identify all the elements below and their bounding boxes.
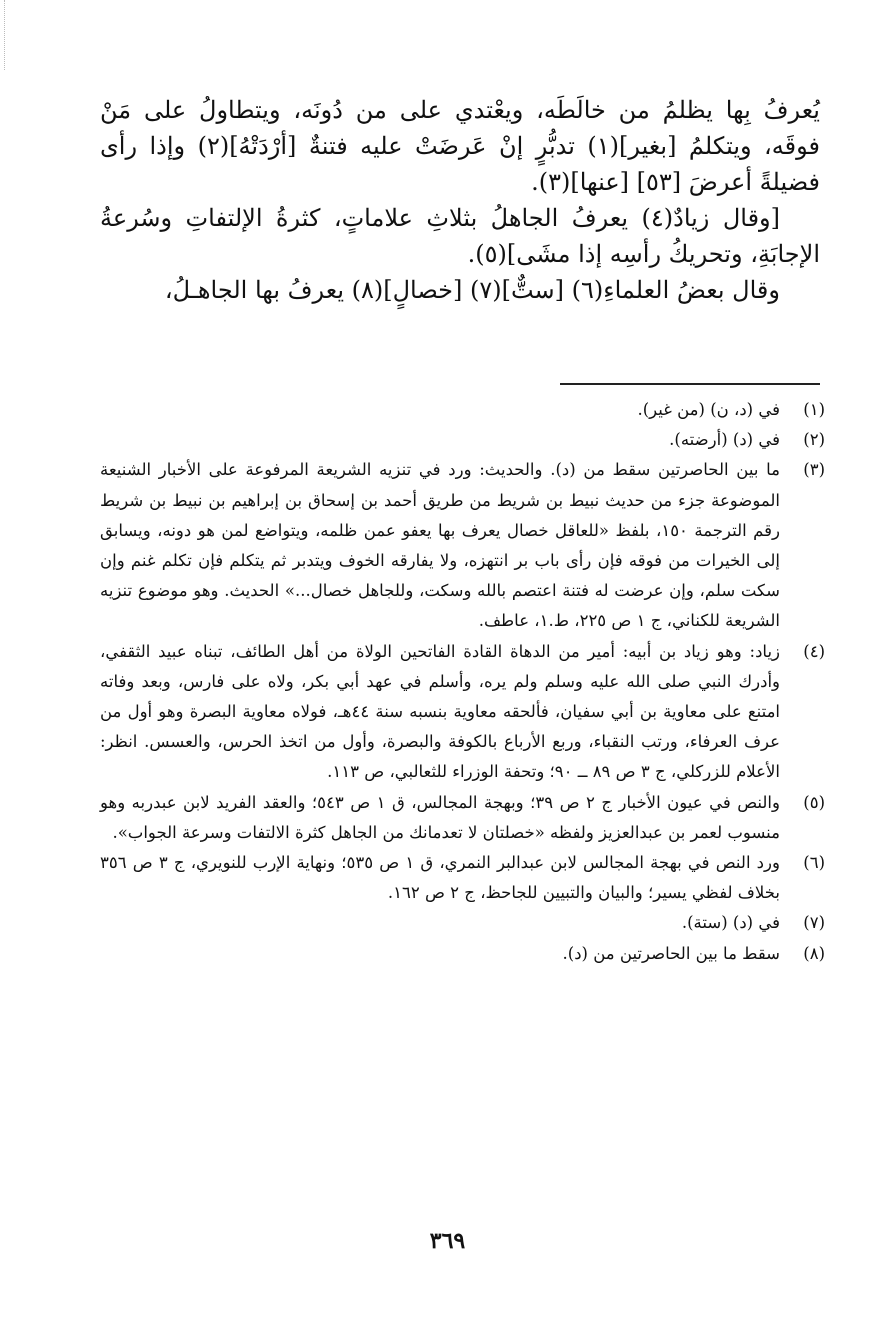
paragraph-2: [وقال زيادٌ(٤) يعرفُ الجاهلُ بثلاثِ علاماتٍ، كثرةُ الإلتفاتِ وسُرعةُ الإجابَةِ، وتحريكُ رأسِه إذا مشَى](٥). [100,204,820,268]
footnote-number: (٥) [803,792,825,812]
footnote-number: (٧) [803,913,825,933]
footnote-3 [100,455,825,636]
footnote-2 [100,425,825,455]
footnote-8 [100,939,825,969]
page-number: ٣٦٩ [429,1228,466,1254]
footnote-text: في (د) (ستة). [681,913,780,933]
main-text [100,92,820,308]
paragraph-1: يُعرفُ بِها يظلمُ من خالَطَه، ويعْتدي على من دُونَه، ويتطاولُ على مَنْ فوقَه، ويتكلمُ [بغير](١) تدبُّرٍ إنْ عَرضَتْ عليه فتنةٌ [أرْدَتْهُ](٢) وإذا رأى فضيلةً أعرضَ [٥٣] [عنها](٣). [100,96,820,196]
footnote-text: والنص في عيون الأخبار ج ٢ ص ٣٩؛ وبهجة المجالس، ق ١ ص ٥٤٣؛ والعقد الفريد لابن عبدربه وهو منسوب لعمر بن عبدالعزيز ولفظه «خصلتان لا تعدمانك من الجاهل كثرة الالتفات وسرعة الجواب». [100,792,780,842]
footnote-number: (٢) [803,430,825,450]
footnote-text: زياد: وهو زياد بن أبيه: أمير من الدهاة القادة الفاتحين الولاة من أهل الطائف، تبناه عبيد الثقفي، وأدرك النبي صلى الله عليه وسلم ولم يره، وأسلم في عهد أبي بكر، ولاه على فارس، وبعد وفاته امتنع على معاوية بن أبي سفيان، فألحقه معاوية بنسبه سنة ٤٤هـ، فولاه معاوية البصرة وهو أول من عرف العرفاء، ورتب النقباء، وربع الأرباع بالكوفة والبصرة، وأول من اتخذ الحرس، والعسس. انظر: الأعلام للزركلي، ج ٣ ص ٨٩ ــ ٩٠؛ وتحفة الوزراء للثعالبي، ص ١١٣. [100,641,781,782]
footnote-5 [100,788,825,848]
footnote-number: (١) [803,400,825,419]
footnotes [100,395,825,969]
footnote-7 [100,908,825,938]
footnote-number: (٨) [803,943,825,963]
footnote-number: (٦) [803,853,825,873]
footnote-text: في (د، ن) (من غير). [637,400,780,419]
footnote-1 [100,395,825,425]
footnote-text: في (د) (أرضته). [669,430,780,450]
footnote-text: ما بين الحاصرتين سقط من (د). والحديث: ورد في تنزيه الشريعة المرفوعة على الأخبار الشنيعة الموضوعة جزء من حديث نبيط بن شريط من طريق أحمد بن إسحاق بن إبراهيم بن نبيط بن شريط رقم الترجمة ١٥٠، بلفظ «للعاقل خصال يعرف بها يعفو عمن ظلمه، ويتواضع لمن هو دونه، ويسابق إلى الخيرات من فوقه فإن رأى باب بر انتهزه، ولا يفارقه الخوف ويتدبر ثم يتكلم فإن تكلم غنم وإن سكت سلم، وإن عرضت له فتنة اعتصم بالله وسكت، وللجاهل خصال...» الحديث. وهو موضوع تنزيه الشريعة للكناني، ج ١ ص ٢٢٥، ط.١، عاطف. [100,460,781,631]
footnote-number: (٣) [803,460,825,480]
footnote-number: (٤) [803,641,825,661]
footnote-separator [560,383,820,385]
footnote-4 [100,637,825,788]
footnote-text: ورد النص في بهجة المجالس لابن عبدالبر النمري، ق ١ ص ٥٣٥؛ ونهاية الإرب للنويري، ج ٣ ص ٣٥٦ بخلاف لفظي يسير؛ والبيان والتبيين للجاحظ، ج ٢ ص ١٦٢. [100,853,780,903]
scan-edge-mark [4,0,7,70]
footnote-6 [100,848,825,908]
paragraph-3: وقال بعضُ العلماءِ(٦) [ستٌّ](٧) [خصالٍ](٨) يعرفُ بها الجاهـلُ، [164,276,780,304]
footnote-text: سقط ما بين الحاصرتين من (د). [562,943,780,963]
